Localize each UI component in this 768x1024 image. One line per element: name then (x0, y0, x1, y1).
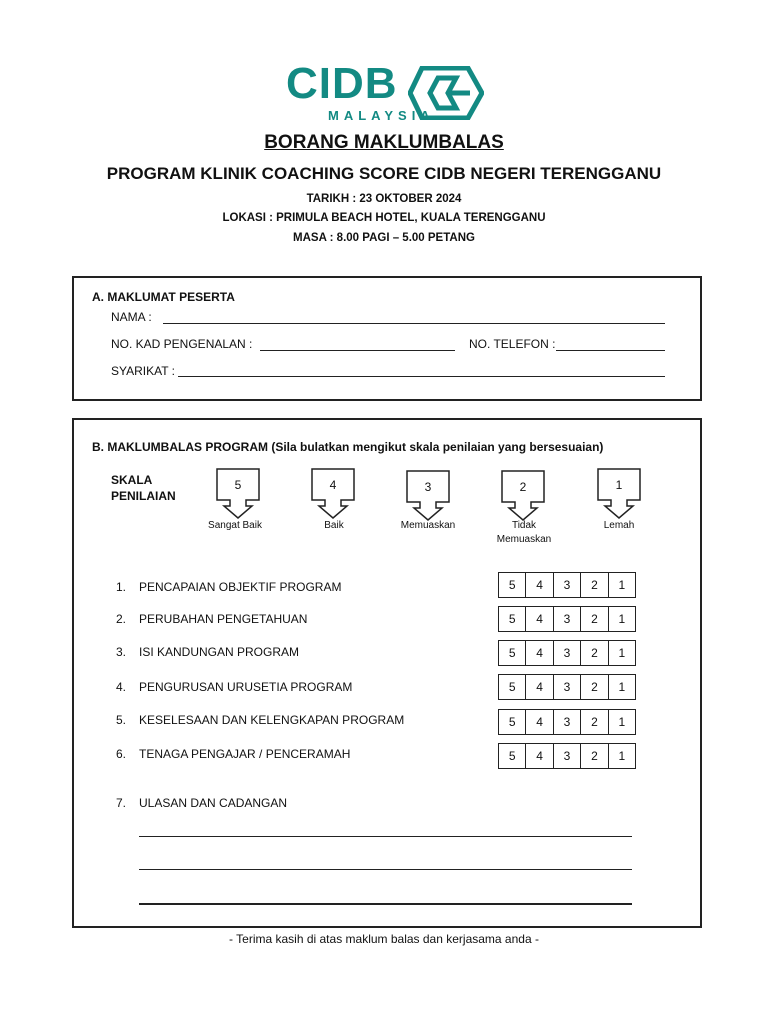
logo-sub: MALAYSIA (328, 108, 435, 123)
program-location: LOKASI : PRIMULA BEACH HOTEL, KUALA TERENGGANU (222, 212, 546, 224)
item-text: ISI KANDUNGAN PROGRAM (139, 645, 300, 659)
rating-cell-4[interactable]: 4 (525, 573, 552, 597)
scale-value: 5 (234, 478, 242, 492)
section-b-heading: B. MAKLUMBALAS PROGRAM (Sila bulatkan mengikut skala penilaian yang bersesuaian) (92, 440, 604, 454)
item-text: PENCAPAIAN OBJEKTIF PROGRAM (139, 580, 342, 594)
scale-label: Memuaskan (400, 520, 456, 531)
rating-cell-4[interactable]: 4 (525, 744, 552, 768)
rating-cell-2[interactable]: 2 (580, 744, 607, 768)
program-title: PROGRAM KLINIK COACHING SCORE CIDB NEGERI TERENGGANU (106, 164, 662, 183)
rating-cell-3[interactable]: 3 (553, 641, 580, 665)
rating-row-2 (498, 606, 636, 632)
rating-cell-2[interactable]: 2 (580, 710, 607, 734)
scale-box-5 (216, 468, 260, 525)
item-number: 3. (116, 645, 127, 659)
rating-cell-3[interactable]: 3 (553, 744, 580, 768)
item-number: 1. (116, 580, 127, 594)
program-time: MASA : 8.00 PAGI – 5.00 PETANG (293, 232, 475, 244)
rating-cell-2[interactable]: 2 (580, 607, 607, 631)
rating-cell-2[interactable]: 2 (580, 641, 607, 665)
cidb-logo (286, 59, 486, 126)
footer-thanks: - Terima kasih di atas maklum balas dan kerjasama anda - (229, 932, 539, 946)
item-text: KESELESAAN DAN KELENGKAPAN PROGRAM (139, 713, 405, 727)
comment-line-2[interactable] (139, 869, 632, 870)
scale-title-2: PENILAIAN (111, 489, 176, 503)
rating-cell-3[interactable]: 3 (553, 710, 580, 734)
company-field[interactable] (178, 376, 665, 377)
rating-cell-5[interactable]: 5 (508, 749, 516, 763)
logo-brand: CIDB (286, 59, 398, 108)
rating-cell-4[interactable]: 4 (525, 607, 552, 631)
rating-cell-1[interactable]: 1 (608, 573, 635, 597)
item-number: 4. (116, 680, 127, 694)
rating-cell-3[interactable]: 3 (553, 573, 580, 597)
scale-arrow-icon (311, 468, 355, 520)
rating-cell-2[interactable]: 2 (580, 573, 607, 597)
phone-field[interactable] (556, 350, 665, 351)
rating-cell-1[interactable]: 1 (608, 641, 635, 665)
cidb-mark-icon (408, 66, 484, 120)
rating-cell-5[interactable]: 5 (508, 578, 516, 592)
ic-field[interactable] (260, 350, 455, 351)
rating-row-1 (498, 572, 636, 598)
rating-row-4 (498, 674, 636, 700)
scale-box-1 (597, 468, 641, 525)
name-label: NAMA : (111, 310, 152, 324)
rating-cell-5[interactable]: 5 (508, 612, 516, 626)
program-date: TARIKH : 23 OKTOBER 2024 (306, 193, 462, 205)
scale-label: Baik (324, 520, 344, 531)
scale-arrow-icon (597, 468, 641, 520)
comment-line-1[interactable] (139, 836, 632, 837)
rating-cell-1[interactable]: 1 (608, 710, 635, 734)
ic-label: NO. KAD PENGENALAN : (111, 337, 253, 351)
rating-cell-3[interactable]: 3 (553, 675, 580, 699)
item-text: PENGURUSAN URUSETIA PROGRAM (139, 680, 353, 694)
form-title: BORANG MAKLUMBALAS (264, 132, 504, 153)
scale-arrow-icon (406, 470, 450, 522)
scale-arrow-icon (216, 468, 260, 520)
rating-cell-1[interactable]: 1 (608, 675, 635, 699)
scale-value: 1 (615, 478, 623, 492)
rating-cell-4[interactable]: 4 (525, 675, 552, 699)
rating-cell-2[interactable]: 2 (580, 675, 607, 699)
rating-row-6 (498, 743, 636, 769)
item-number: 2. (116, 612, 127, 626)
scale-value: 4 (329, 478, 337, 492)
rating-cell-1[interactable]: 1 (608, 607, 635, 631)
scale-arrow-icon (501, 470, 545, 522)
scale-title-1: SKALA (111, 473, 153, 487)
rating-row-3 (498, 640, 636, 666)
rating-cell-5[interactable]: 5 (508, 646, 516, 660)
comment-line-3[interactable] (139, 903, 632, 905)
rating-cell-4[interactable]: 4 (525, 641, 552, 665)
phone-label: NO. TELEFON : (469, 337, 556, 351)
name-field[interactable] (163, 323, 665, 324)
comment-number: 7. (116, 796, 127, 810)
rating-cell-1[interactable]: 1 (608, 744, 635, 768)
scale-label: Tidak Memuaskan (496, 520, 552, 545)
item-number: 5. (116, 713, 127, 727)
scale-value: 3 (424, 480, 432, 494)
item-text: PERUBAHAN PENGETAHUAN (139, 612, 308, 626)
rating-cell-3[interactable]: 3 (553, 607, 580, 631)
scale-value: 2 (519, 480, 527, 494)
company-label: SYARIKAT : (111, 364, 176, 378)
item-text: TENAGA PENGAJAR / PENCERAMAH (139, 747, 351, 761)
item-number: 6. (116, 747, 127, 761)
scale-box-4 (311, 468, 355, 525)
section-a-heading: A. MAKLUMAT PESERTA (92, 290, 235, 304)
rating-cell-5[interactable]: 5 (508, 680, 516, 694)
scale-label: Sangat Baik (208, 520, 262, 531)
scale-label: Lemah (603, 520, 635, 531)
rating-row-5 (498, 709, 636, 735)
comment-label: ULASAN DAN CADANGAN (139, 796, 288, 810)
rating-cell-4[interactable]: 4 (525, 710, 552, 734)
rating-cell-5[interactable]: 5 (508, 715, 516, 729)
